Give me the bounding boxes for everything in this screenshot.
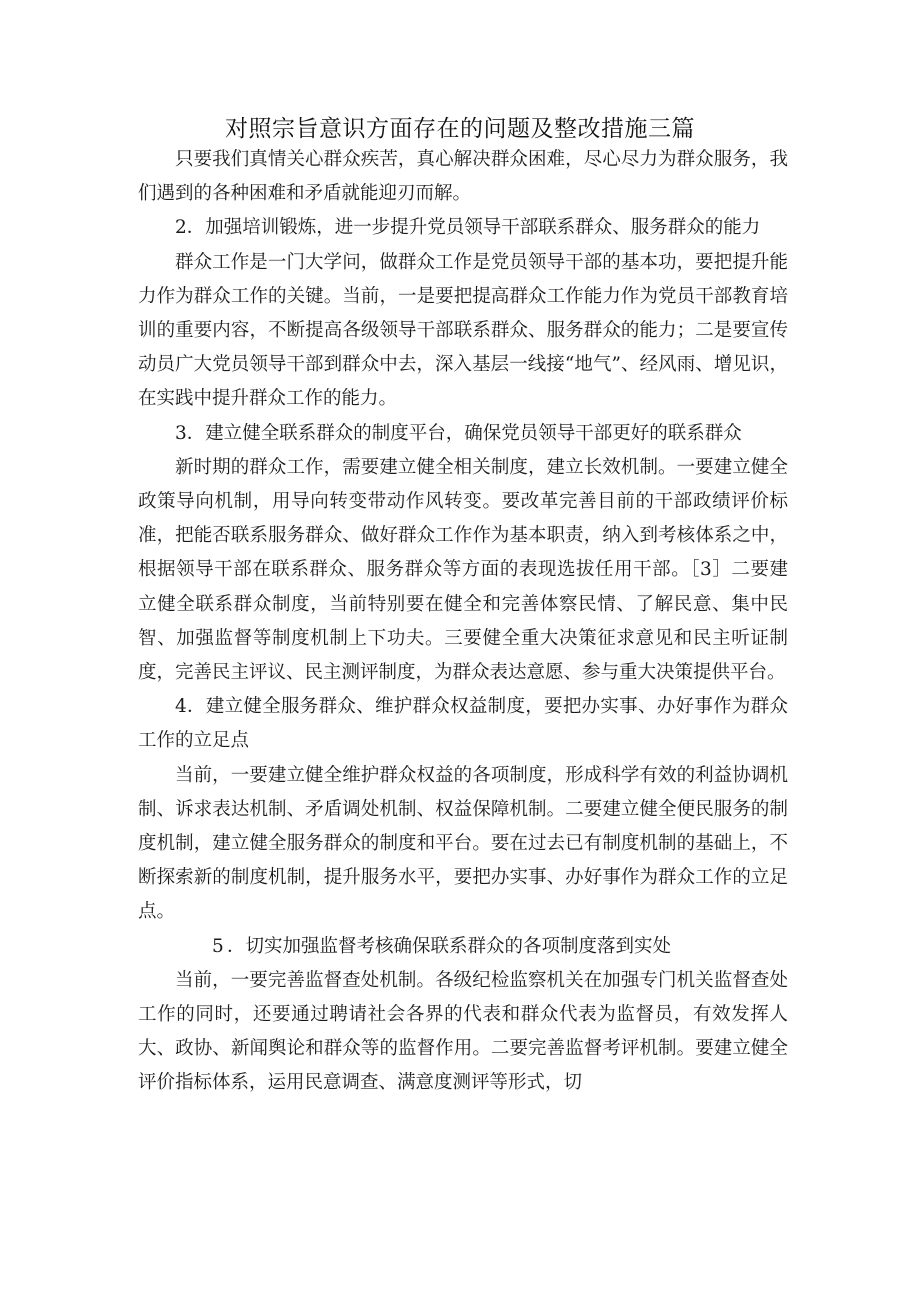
paragraph: 群众工作是一门大学问，做群众工作是党员领导干部的基本功，要把提升能力作为群众工作的关键。当前，一是要把提高群众工作能力作为党员干部教育培训的重要内容，不断提高各级领导干部联系群众、服务群众的能力；二是要宣传动员广大党员领导干部到群众中去，深入基层一线接“地气”、经风雨、增见识，在实践中提升群众工作的能力。	[138, 251, 788, 410]
section-heading-5	[138, 930, 788, 964]
paragraph: 只要我们真情关心群众疾苦，真心解决群众困难，尽心尽力为群众服务，我们遇到的各种困难和矛盾就能迎刃而解。	[138, 149, 788, 205]
paragraph: 当前，一要完善监督查处机制。各级纪检监察机关在加强专门机关监督查处工作的同时，还要通过聘请社会各界的代表和群众代表为监督员，有效发挥人大、政协、新闻舆论和群众等的监督作用。二要完善监督考评机制。要建立健全评价指标体系，运用民意调查、满意度测评等形式，切	[138, 969, 788, 1094]
document-title: 对照宗旨意识方面存在的问题及整改措施三篇	[225, 116, 695, 142]
document-body	[138, 143, 788, 1101]
section-number: 5	[212, 935, 224, 957]
section-heading-2: 2．加强培训锻炼，进一步提升党员领导干部联系群众、服务群众的能力	[175, 217, 761, 239]
paragraph: 当前，一要建立健全维护群众权益的各项制度，形成科学有效的利益协调机制、诉求表达机制、矛盾调处机制、权益保障机制。二要建立健全便民服务的制度机制，建立健全服务群众的制度和平台。要在过去已有制度机制的基础上，不断探索新的制度机制，提升服务水平，要把办实事、办好事作为群众工作的立足点。	[138, 764, 788, 923]
section-heading-4: 4．建立健全服务群众、维护群众权益制度，要把办实事、办好事作为群众工作的立足点	[138, 696, 788, 752]
paragraph: 新时期的群众工作，需要建立健全相关制度，建立长效机制。一要建立健全政策导向机制，用导向转变带动作风转变。要改革完善目前的干部政绩评价标准，把能否联系服务群众、做好群众工作作为基本职责，纳入到考核体系之中，根据领导干部在联系群众、服务群众等方面的表现选拔任用干部。［3］二要建立健全联系群众制度，当前特别要在健全和完善体察民情、了解民意、集中民智、加强监督等制度机制上下功夫。三要健全重大决策征求意见和民主听证制度，完善民主评议、民主测评制度，为群众表达意愿、参与重大决策提供平台。	[138, 456, 788, 684]
section-heading-3: 3．建立健全联系群众的制度平台，确保党员领导干部更好的联系群众	[175, 422, 742, 444]
section-heading-text: ．切实加强监督考核确保联系群众的各项制度落到实处	[227, 935, 672, 957]
